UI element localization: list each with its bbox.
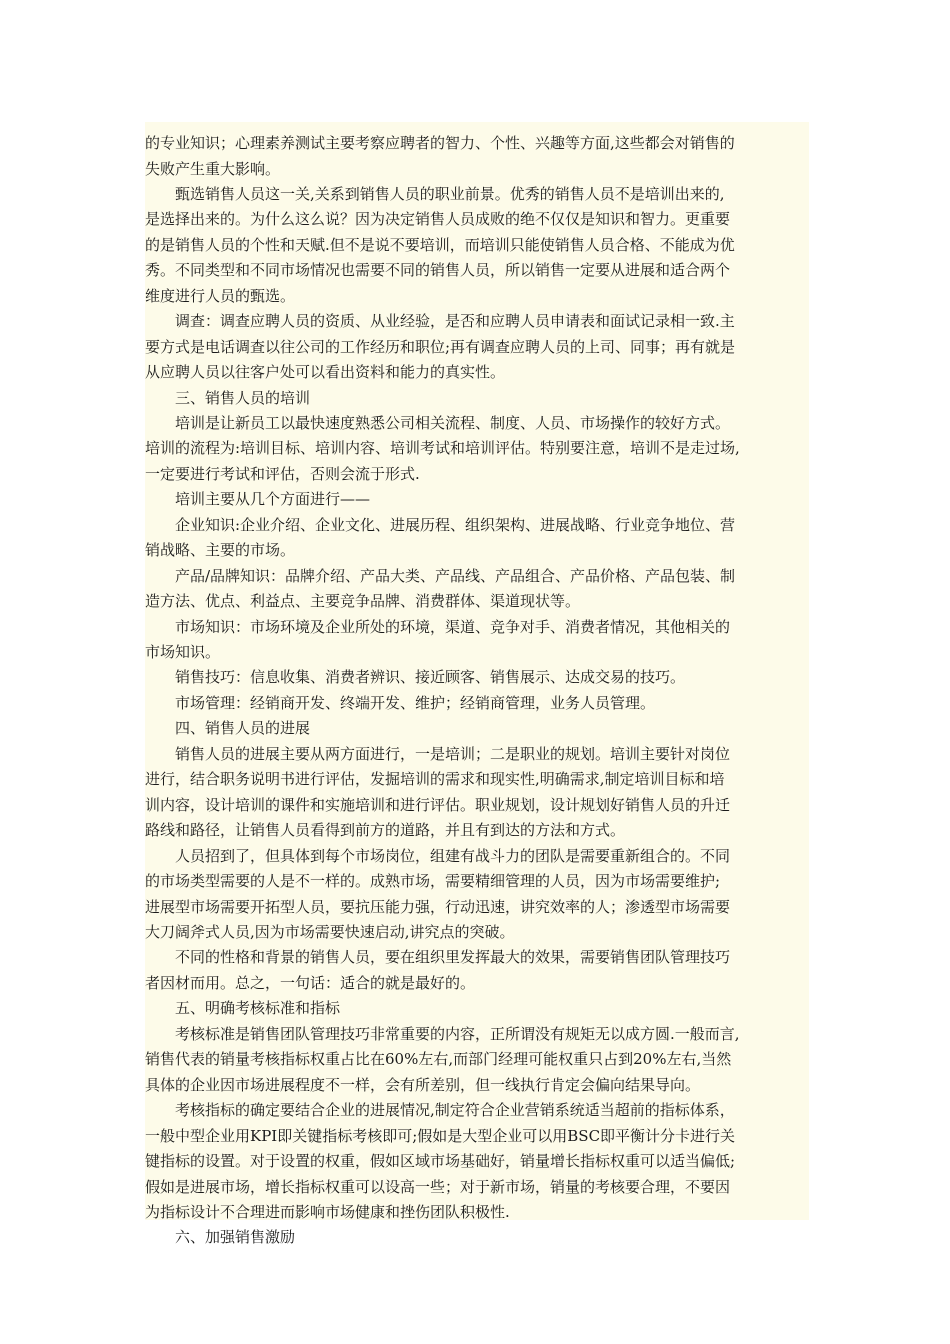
text-line: 造方法、优点、利益点、主要竞争品牌、消费群体、渠道现状等。 xyxy=(145,592,581,611)
text-line: 培训的流程为:培训目标、培训内容、培训考试和培训评估。特别要注意，培训不是走过场, xyxy=(145,439,740,458)
text-line: 维度进行人员的甄选。 xyxy=(145,286,296,305)
text-line: 企业知识:企业介绍、企业文化、进展历程、组织架构、进展战略、行业竞争地位、营 xyxy=(175,515,736,534)
text-line: 培训主要从几个方面进行—— xyxy=(175,490,371,509)
text-line: 考核标准是销售团队管理技巧非常重要的内容，正所谓没有规矩无以成方圆.一般而言, xyxy=(175,1024,740,1043)
text-line: 路线和路径，让销售人员看得到前方的道路，并且有到达的方法和方式。 xyxy=(145,821,626,840)
text-line: 三、销售人员的培训 xyxy=(175,388,311,407)
text-line: 从应聘人员以往客户处可以看出资料和能力的真实性。 xyxy=(145,363,506,381)
text-line: 市场管理：经销商开发、终端开发、维护；经销商管理，业务人员管理。 xyxy=(175,693,656,712)
text-line: 的市场类型需要的人是不一样的。成熟市场，需要精细管理的人员，因为市场需要维护; xyxy=(145,872,721,890)
text-line: 销战略、主要的市场。 xyxy=(145,541,296,560)
text-line: 销售人员的进展主要从两方面进行，一是培训；二是职业的规划。培训主要针对岗位 xyxy=(175,744,731,763)
text-line: 的专业知识；心理素养测试主要考察应聘者的智力、个性、兴趣等方面,这些都会对销售的 xyxy=(145,134,735,152)
text-line: 一定要进行考试和评估，否则会流于形式. xyxy=(145,464,420,483)
text-line: 训内容，设计培训的课件和实施培训和进行评估。职业规划，设计规划好销售人员的升迁 xyxy=(145,795,731,814)
text-line: 培训是让新员工以最快速度熟悉公司相关流程、制度、人员、市场操作的较好方式。 xyxy=(175,413,731,432)
text-line: 甄选销售人员这一关,关系到销售人员的职业前景。优秀的销售人员不是培训出来的, xyxy=(175,184,725,203)
text-line: 一般中型企业用KPI即关键指标考核即可;假如是大型企业可以用BSC即平衡计分卡进行关 xyxy=(145,1126,736,1145)
text-line: 是选择出来的。为什么这么说？因为决定销售人员成败的绝不仅仅是知识和智力。更重要 xyxy=(145,210,731,229)
text-line: 五、明确考核标准和指标 xyxy=(175,999,341,1018)
text-line: 销售代表的销量考核指标权重占比在60%左右,而部门经理可能权重只占到20%左右,当然 xyxy=(145,1050,732,1069)
text-line: 秀。不同类型和不同市场情况也需要不同的销售人员，所以销售一定要从进展和适合两个 xyxy=(145,261,731,280)
document-body xyxy=(145,122,809,1247)
text-line: 失败产生重大影响。 xyxy=(145,159,281,178)
text-line: 假如是进展市场，增长指标权重可以设高一些；对于新市场，销量的考核要合理，不要因 xyxy=(145,1177,731,1196)
text-line: 进展型市场需要开拓型人员，要抗压能力强，行动迅速，讲究效率的人；渗透型市场需要 xyxy=(145,897,731,916)
text-line: 市场知识。 xyxy=(145,643,221,661)
text-line: 考核指标的确定要结合企业的进展情况,制定符合企业营销系统适当超前的指标体系， xyxy=(175,1101,735,1120)
text-line: 四、销售人员的进展 xyxy=(175,719,311,738)
text-line: 具体的企业因市场进展程度不一样，会有所差别，但一线执行肯定会偏向结果导向。 xyxy=(145,1075,701,1094)
text-line: 销售技巧：信息收集、消费者辨识、接近顾客、销售展示、达成交易的技巧。 xyxy=(175,668,686,687)
text-line: 要方式是电话调查以往公司的工作经历和职位;再有调查应聘人员的上司、同事；再有就是 xyxy=(145,337,736,356)
text-line: 者因材而用。总之，一句话：适合的就是最好的。 xyxy=(145,973,476,992)
text-line: 键指标的设置。对于设置的权重，假如区域市场基础好，销量增长指标权重可以适当偏低; xyxy=(145,1152,736,1170)
text-line: 人员招到了，但具体到每个市场岗位，组建有战斗力的团队是需要重新组合的。不同 xyxy=(175,846,731,865)
text-line: 不同的性格和背景的销售人员，要在组织里发挥最大的效果，需要销售团队管理技巧 xyxy=(175,948,731,967)
text-line: 大刀阔斧式人员,因为市场需要快速启动,讲究点的突破。 xyxy=(145,922,515,941)
text-line: 六、加强销售激励 xyxy=(175,1228,296,1247)
text-line: 市场知识：市场环境及企业所处的环境，渠道、竞争对手、消费者情况，其他相关的 xyxy=(175,617,731,636)
text-line: 的是销售人员的个性和天赋.但不是说不要培训，而培训只能使销售人员合格、不能成为优 xyxy=(145,235,735,254)
text-line: 产品/品牌知识：品牌介绍、产品大类、产品线、产品组合、产品价格、产品包装、制 xyxy=(175,566,736,585)
text-line: 为指标设计不合理进而影响市场健康和挫伤团队积极性. xyxy=(145,1202,510,1221)
text-line: 进行，结合职务说明书进行评估，发掘培训的需求和现实性,明确需求,制定培训目标和培 xyxy=(145,770,725,789)
text-line: 调查：调查应聘人员的资质、从业经验，是否和应聘人员申请表和面试记录相一致.主 xyxy=(175,312,735,331)
